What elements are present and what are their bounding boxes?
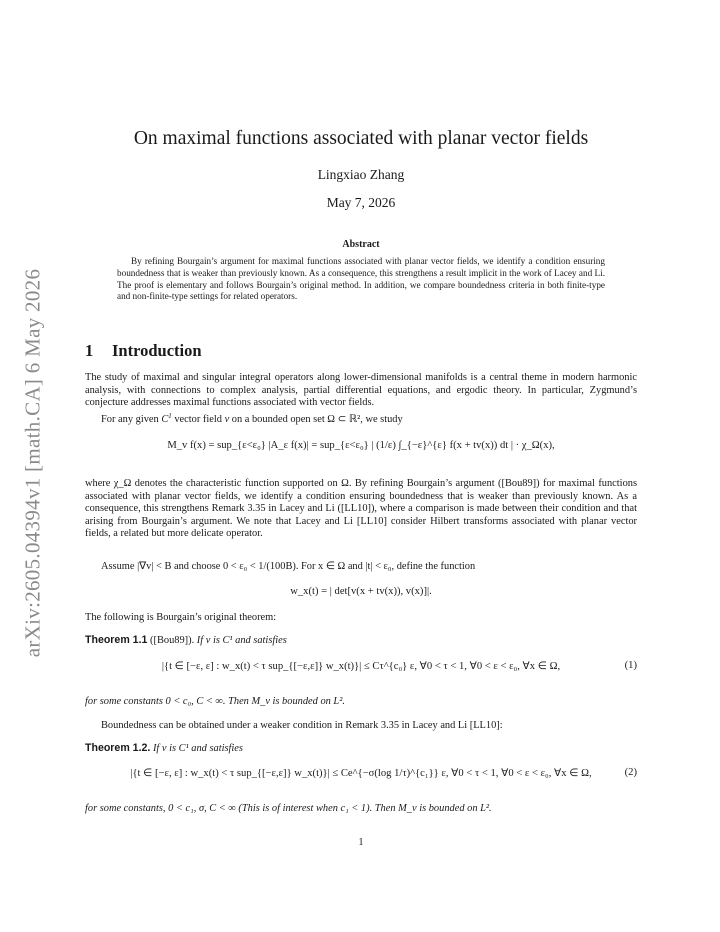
weaker-condition-paragraph: Boundedness can be obtained under a weaker condition in Remark 3.35 in Lacey and Li [LL10]:: [101, 720, 503, 731]
setup-text-a: For any given: [101, 414, 162, 425]
paper-title: On maximal functions associated with planar vector fields: [133, 128, 589, 149]
equation-2-formula: |{t ∈ [−ε, ε] : w_x(t) < τ sup_{[−ε,ε]} w_x(t)}| ≤ Ce^{−σ(log 1/τ)^{c₁}} ε, ∀0 < τ < 1, ∀0 < ε < ε₀, ∀x ∈ Ω,: [130, 768, 592, 779]
theorem-1-2-label: Theorem 1.2.: [85, 742, 151, 754]
theorem-1-1-statement: If v is C¹ and satisfies: [196, 635, 287, 646]
setup-text-b: vector field: [171, 414, 225, 425]
arxiv-stamp: [10, 240, 56, 685]
bourgain-paragraph: where χ_Ω denotes the characteristic function supported on Ω. By refining Bourgain’s argument ([Bou89]) for maximal functions associated with planar vector fields, we identify a condition ensuring boundedness that is weaker than previously known. As a consequence, this strengthens Remark 3.35 in Lacey and Li ([LL10]), where a comparison is made between their condition and that arising from Bourgain’s argument. We note that Lacey and Li [LL10] consider Hilbert transforms associated with planar vector fields, a related but more delicate operator.: [85, 478, 637, 540]
w-definition-formula: w_x(t) = | det[v(x + tv(x)), v(x)]|.: [290, 586, 432, 597]
equation-1-formula: |{t ∈ [−ε, ε] : w_x(t) < τ sup_{[−ε,ε]} w_x(t)}| ≤ Cτ^{c₀} ε, ∀0 < τ < 1, ∀0 < ε < ε₀, ∀x ∈ Ω,: [161, 661, 561, 672]
section-number: 1: [85, 341, 94, 360]
maximal-function-equation: [85, 440, 637, 451]
maximal-function-formula: M_v f(x) = sup_{ε<ε₀} |A_ε f(x)| = sup_{ε<ε₀} | (1/ε) ∫_{−ε}^{ε} f(x + tv(x)) dt | · χ_Ω(x),: [167, 440, 555, 451]
equation-2: [85, 767, 637, 779]
theorem-1-1-label: Theorem 1.1: [85, 634, 148, 646]
abstract-heading: Abstract: [342, 239, 380, 250]
theorem-1-2: [85, 742, 637, 754]
setup-text-c: on a bounded open set Ω ⊂ ℝ², we study: [229, 414, 403, 425]
paper-date: May 7, 2026: [326, 195, 396, 210]
w-definition-equation: [85, 586, 637, 597]
theorem-1-2-statement: If v is C¹ and satisfies: [152, 743, 243, 754]
equation-2-number: (2): [624, 767, 637, 778]
assumption-paragraph: Assume |∇v| < B and choose 0 < ε₀ < 1/(100B). For x ∈ Ω and |t| < ε₀, define the function: [101, 561, 476, 572]
section-title: Introduction: [112, 341, 202, 360]
theorem-1-2-conclusion: for some constants, 0 < c₁, σ, C < ∞ (This is of interest when c₁ < 1). Then M_v is bounded on L².: [85, 803, 492, 814]
section-heading: [85, 341, 202, 361]
intro-paragraph: The study of maximal and singular integral operators along lower-dimensional manifolds is a central theme in modern harmonic analysis, with connections to complex analysis, partial differential equations, and ergodic theory. In particular, Zygmund’s conjecture addresses maximal functions associated with vector fields.: [85, 372, 637, 409]
bourgain-theorem-intro: The following is Bourgain’s original theorem:: [85, 612, 277, 623]
abstract-body: By refining Bourgain’s argument for maximal functions associated with planar vector fields, we identify a condition ensuring boundedness that is weaker than previously known. As a consequence, this strengthens a result implicit in the work of Lacey and Li. The proof is elementary and follows Bourgain’s original method. In addition, we compare boundedness criteria in both finite-type and non-finite-type settings for related operators.: [117, 256, 605, 302]
v-symbol: v: [224, 414, 230, 425]
theorem-1-1: [85, 634, 637, 646]
arxiv-stamp-text: arXiv:2605.04394v1 [math.CA] 6 May 2026: [20, 268, 45, 657]
theorem-1-1-citation: ([Bou89]).: [150, 635, 195, 646]
equation-1: [85, 660, 637, 672]
equation-1-number: (1): [624, 660, 637, 671]
paper-author: Lingxiao Zhang: [317, 167, 405, 182]
c1-symbol: $C^1$: [161, 412, 172, 425]
theorem-1-1-conclusion: for some constants 0 < c₀, C < ∞. Then M_v is bounded on L².: [85, 696, 345, 707]
setup-paragraph: [85, 410, 637, 427]
page-number: 1: [358, 837, 364, 848]
